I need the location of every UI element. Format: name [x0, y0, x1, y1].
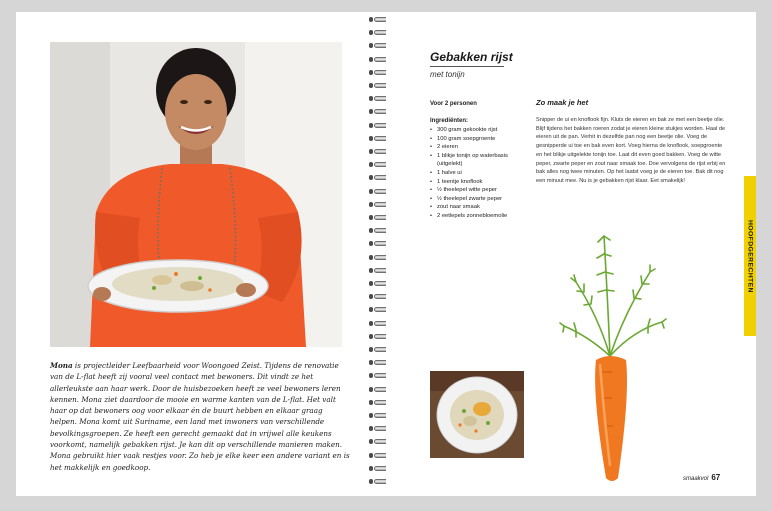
ingredient-item: • 1 halve ui [430, 169, 528, 178]
ingredient-item: • ½ theelepel zwarte peper [430, 195, 528, 204]
ingredient-item: • 2 eieren [430, 143, 528, 152]
dish-photo [430, 371, 524, 458]
page-footer [683, 467, 720, 485]
ingredient-item: • 300 gram gekookte rijst [430, 126, 528, 135]
ingredients-list [430, 126, 528, 221]
ingredient-item: • 1 blikje tonijn op waterbasis (uitgelekt) [430, 152, 528, 169]
ingredient-item: • 100 gram soepgroente [430, 135, 528, 144]
bio-paragraph [50, 360, 350, 473]
footer-section: smaakvol [683, 476, 709, 482]
right-page [386, 12, 756, 496]
page-number: 67 [711, 473, 721, 482]
section-tab-label: HOOFDGERECHTEN [746, 219, 754, 293]
title-underline [430, 66, 504, 67]
ingredient-item: • 2 eetlepels zonnebloemolie [430, 212, 528, 221]
portrait-photo [50, 42, 342, 347]
servings-label: Voor 2 personen [430, 101, 477, 107]
recipe-title: Gebakken rijst [430, 50, 513, 64]
bio-text: is projectleider Leefbaarheid voor Woongoed Zeist. Tijdens de renovatie van de L-flat heeft zij vooral veel contact met bewoners. Dit vindt ze het allerleukste aan haar werk. Door de huisbezoeken heeft ze veel bewoners leren kennen. Mona ziet daardoor de mooie en warme kanten van de L-flat. Het valt haar op dat bewoners oog voor elkaar én de buurt hebben en elkaar graag helpen. Mona komt uit Suriname, een land met inwoners van verschillende bevolkingsgroepen. Ze heeft een gerecht gemaakt dat in vrijwel alle keukens voorkomt, namelijk gebakken rijst. Je kan dit op verschillende manieren maken. Mona gebruikt hier vaak restjes voor. Zo heb je elke keer een andere variant en is het makkelijk en goedkoop. [50, 361, 350, 472]
method-heading: Zo maak je het [536, 98, 589, 107]
section-tab [744, 176, 756, 336]
ingredient-item: • 1 teentje knoflook [430, 178, 528, 187]
ingredient-item: • zout naar smaak [430, 203, 528, 212]
method-paragraph: Snipper de ui en knoflook fijn. Kluts de eieren en bak ze met een beetje olie. Blijf tijdens het bakken roeren zodat je eieren kleine stukjes worden. Haal de eieren uit de pan. Verhit in dezelfde pan nog een beetje olie. Voeg de gesnipperde ui toe en bak even kort. Voeg hierna de knoflook, soepgroente en het blikje uitgelekte tonijn toe. Laat dit even goed bakken. Voeg de witte peper, zwarte peper en zout naar smaak toe. Doe vervolgens de rijst erbij en bak alles nog twee minuten. Op het laatst voeg je de eieren toe. Bak dit nog een minuut mee. Nu is je gebakken rijst klaar. Eet smakelijk! [536, 117, 726, 184]
ingredients-heading: Ingrediënten: [430, 118, 469, 124]
bio-name: Mona [50, 361, 73, 370]
ingredient-item: • ½ theelepel witte peper [430, 186, 528, 195]
recipe-subtitle: met tonijn [430, 70, 465, 79]
carrot-illustration-icon [558, 226, 668, 486]
left-page [16, 12, 388, 496]
